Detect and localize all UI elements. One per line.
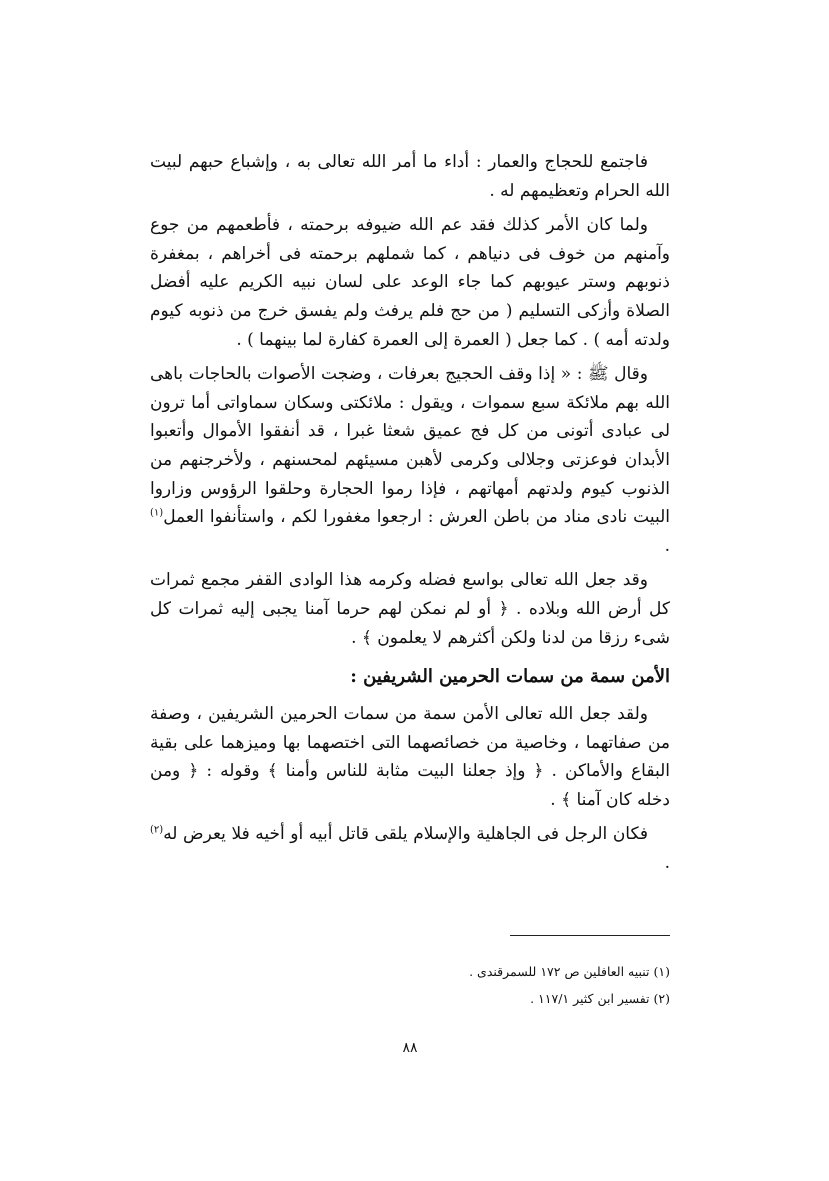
- footnote-2: (٢) تفسير ابن كثير ١١٧/١ .: [530, 991, 670, 1006]
- paragraph-4: وقد جعل الله تعالى بواسع فضله وكرمه هذا الوادى القفر مجمع ثمرات كل أرض الله وبلاده . ﴿ أو لم نمكن لهم حرما آمنا يجبى إليه ثمرات كل شىء رزقا من لدنا ولكن أكثرهم لا يعلمون ﴾ .: [150, 570, 670, 648]
- footnote-separator: [510, 935, 670, 936]
- paragraph-5: ولقد جعل الله تعالى الأمن سمة من سمات الحرمين الشريفين ، وصفة من صفاتهما ، وخاصية من خصائصهما التى اختصهما بها وميزهما على بقية البقاع والأماكن . ﴿ وإذ جعلنا البيت مثابة للناس وأمنا ﴾ وقوله : ﴿ ومن دخله كان آمنا ﴾ .: [150, 704, 670, 810]
- paragraph-2: ولما كان الأمر كذلك فقد عم الله ضيوفه برحمته ، فأطعمهم من جوع وآمنهم من خوف فى دنياهم ، كما شملهم برحمته فى أخراهم ، بمغفرة ذنوبهم وستر عيوبهم كما جاء الوعد على لسان نبيه الكريم عليه أفضل الصلاة وأزكى التسليم ( من حج فلم يرفث ولم يفسق خرج من ذنوبه كيوم ولدته أمه ) . كما جعل ( العمرة إلى العمرة كفارة لما بينهما ) .: [150, 215, 670, 350]
- page-number: ٨٨: [402, 1040, 418, 1056]
- paragraph-6-end: .: [664, 853, 670, 874]
- paragraph-3: [150, 360, 670, 560]
- paragraph-3-end: .: [664, 535, 670, 556]
- footnote-1: (١) تنبيه العافلين ص ١٧٢ للسمرقندى .: [469, 964, 670, 979]
- paragraph-6: [150, 820, 670, 877]
- paragraph-3-text: وقال ﷺ : « إذا وقف الحجيج بعرفات ، وضجت الأصوات بالحاجات باهى الله بهم ملائكة سبع سموات ، ويقول : ملائكتى وسكان سماواتى أما ترون لى عبادى أتونى من كل فج عميق شعثا غبرا ، قد أنفقوا الأموال وأتعبوا الأبدان فوعزتى وجلالى وكرمى لأهبن مسيئهم لمحسنهم ، ولأخرجنهم من الذنوب كيوم ولدتهم أمهاتهم ، فإذا رموا الحجارة وحلقوا الرؤوس وزاروا البيت نادى مناد من باطن العرش : ارجعوا مغفورا لكم ، واستأنفوا العمل: [150, 364, 670, 528]
- paragraph-6-text: فكان الرجل فى الجاهلية والإسلام يلقى قاتل أبيه أو أخيه فلا يعرض له: [163, 824, 648, 845]
- footnote-ref-2: (٢): [150, 824, 164, 836]
- footnotes: [300, 958, 670, 1012]
- paragraph-1: فاجتمع للحجاج والعمار : أداء ما أمر الله تعالى به ، وإشباع حبهم لبيت الله الحرام وتعظيمهم له .: [150, 152, 670, 201]
- footnote-ref-1: (١): [150, 507, 164, 519]
- main-text: [150, 148, 670, 878]
- section-heading: الأمن سمة من سمات الحرمين الشريفين :: [350, 666, 670, 688]
